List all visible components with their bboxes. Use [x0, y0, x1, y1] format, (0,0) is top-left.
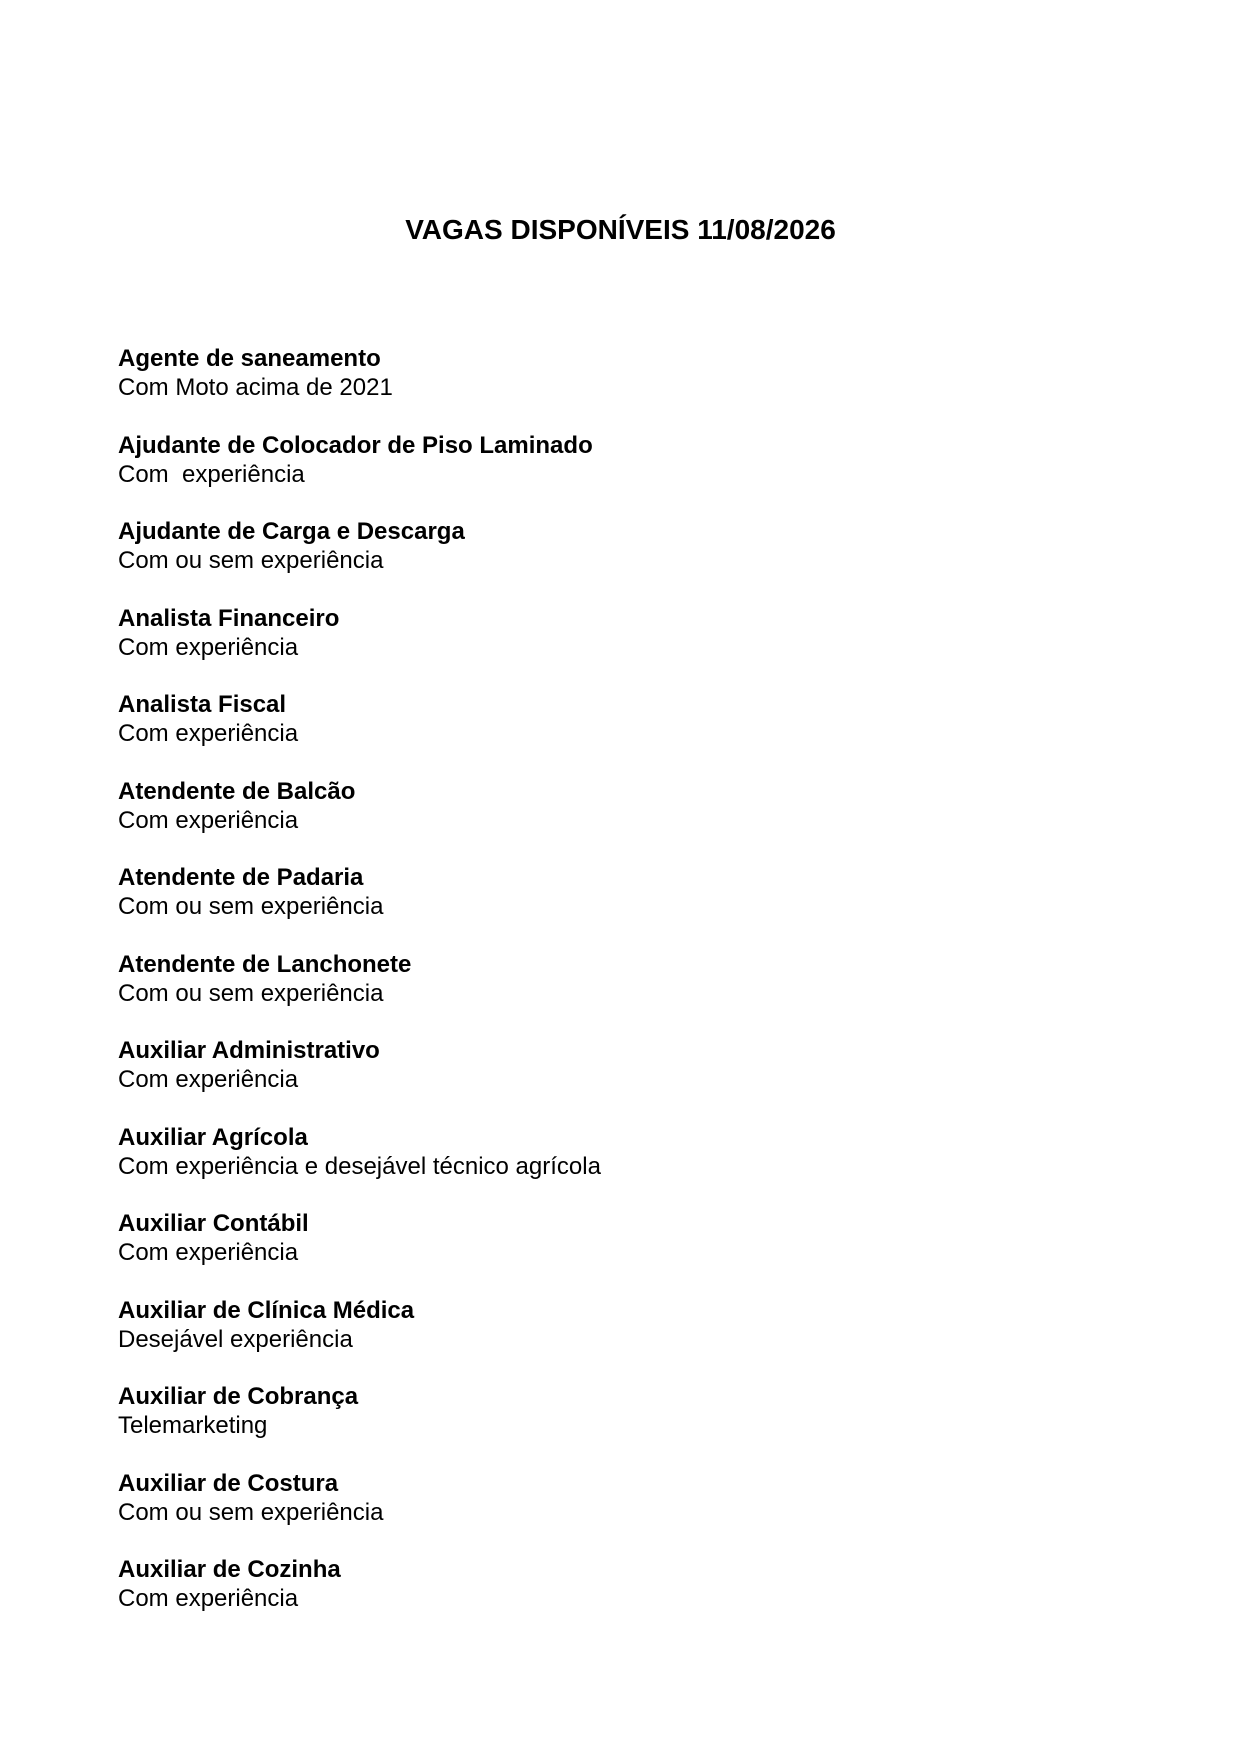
- job-description: Com ou sem experiência: [118, 547, 384, 574]
- list-item: [118, 1036, 1118, 1123]
- job-description: Com ou sem experiência: [118, 979, 384, 1007]
- list-item: [118, 517, 1118, 604]
- job-title: Auxiliar Agrícola: [118, 1123, 308, 1151]
- list-item: [118, 1469, 1118, 1556]
- job-description: Com experiência: [118, 720, 299, 747]
- job-description: Com experiência: [118, 633, 299, 661]
- job-title: Auxiliar de Clínica Médica: [118, 1296, 415, 1324]
- job-description: Com experiência: [118, 1066, 299, 1093]
- job-description: Telemarketing: [118, 1412, 268, 1439]
- job-description: Com experiência: [118, 1239, 299, 1266]
- list-item: [118, 863, 1118, 950]
- job-description: Com experiência e desejável técnico agrícola: [118, 1152, 601, 1180]
- list-item: [118, 950, 1118, 1037]
- job-title: Auxiliar de Cobrança: [118, 1383, 359, 1410]
- job-title: Analista Fiscal: [118, 691, 287, 718]
- job-description: Com Moto acima de 2021: [118, 374, 393, 401]
- job-title: Auxiliar de Costura: [118, 1469, 339, 1497]
- list-item: [118, 690, 1118, 777]
- job-title: Atendente de Padaria: [118, 864, 364, 891]
- job-description: Com ou sem experiência: [118, 1498, 384, 1526]
- page-title: VAGAS DISPONÍVEIS 11/08/2026: [405, 214, 836, 245]
- job-list: [118, 344, 1118, 1642]
- list-item: [118, 1555, 1118, 1642]
- job-title: Atendente de Balcão: [118, 777, 356, 805]
- list-item: [118, 1123, 1118, 1210]
- job-title: Analista Financeiro: [118, 604, 340, 632]
- list-item: [118, 431, 1118, 518]
- job-description: Com experiência: [118, 1585, 299, 1612]
- job-description: Com experiência: [118, 806, 299, 834]
- list-item: [118, 1382, 1118, 1469]
- list-item: [118, 777, 1118, 864]
- job-title: Atendente de Lanchonete: [118, 950, 412, 978]
- list-item: [118, 604, 1118, 691]
- job-title: Agente de saneamento: [118, 345, 381, 372]
- job-title: Auxiliar Contábil: [118, 1210, 309, 1237]
- job-description: Com experiência: [118, 460, 305, 488]
- job-description: Desejável experiência: [118, 1325, 353, 1353]
- list-item: [118, 344, 1118, 431]
- job-description: Com ou sem experiência: [118, 893, 384, 920]
- list-item: [118, 1296, 1118, 1383]
- list-item: [118, 1209, 1118, 1296]
- job-title: Auxiliar Administrativo: [118, 1037, 380, 1064]
- job-title: Ajudante de Colocador de Piso Laminado: [118, 431, 593, 459]
- job-title: Auxiliar de Cozinha: [118, 1556, 341, 1583]
- job-title: Ajudante de Carga e Descarga: [118, 518, 465, 545]
